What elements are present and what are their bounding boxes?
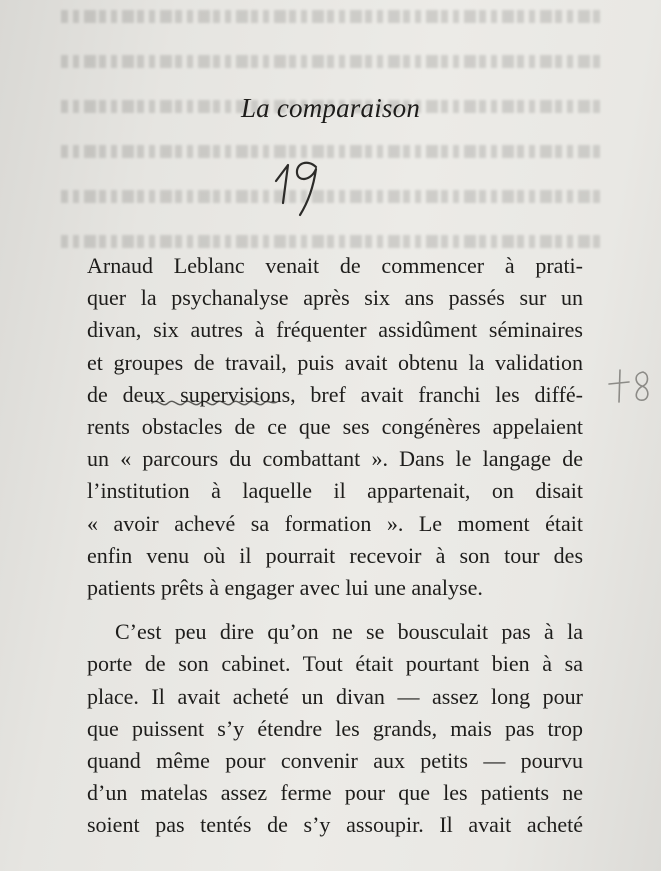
text-line: quer la psychanalyse après six ans passés sur un bbox=[87, 285, 583, 311]
text-line: un « parcours du combattant ». Dans le langage de bbox=[87, 446, 583, 472]
text-line: et groupes de travail, puis avait obtenu la validation bbox=[87, 349, 583, 375]
text-line: d’un matelas assez ferme pour que les patients ne bbox=[87, 780, 583, 806]
text-line: divan, six autres à fréquenter assidûment séminaires bbox=[87, 317, 583, 343]
text-line-last: patients prêts à engager avec lui une analyse. bbox=[87, 575, 483, 601]
text-line: C’est peu dire qu’on ne se bousculait pas à la bbox=[115, 619, 583, 645]
text-line: « avoir achevé sa formation ». Le moment était bbox=[87, 510, 583, 536]
text-line: quand même pour convenir aux petits — pourvu bbox=[87, 748, 583, 774]
handwritten-page-number bbox=[256, 151, 328, 221]
text-line: porte de son cabinet. Tout était pourtant bien à sa bbox=[87, 651, 583, 677]
text-line: l’institution à laquelle il appartenait, on disait bbox=[87, 478, 583, 504]
text-line: soient pas tentés de s’y assoupir. Il avait acheté bbox=[87, 812, 583, 838]
show-through-text bbox=[60, 0, 600, 260]
text-line: enfin venu où il pourrait recevoir à son tour des bbox=[87, 542, 583, 568]
text-line: rents obstacles de ce que ses congénères appelaient bbox=[87, 414, 583, 440]
handwritten-margin-mark bbox=[605, 362, 659, 412]
text-line: de deux supervisions, bref avait franchi les diffé- bbox=[87, 381, 583, 407]
paragraph-break bbox=[87, 604, 583, 616]
text-line: Arnaud Leblanc venait de commencer à prati- bbox=[87, 253, 583, 278]
text-line: que puissent s’y étendre les grands, mais pas trop bbox=[87, 715, 583, 741]
chapter-title: La comparaison bbox=[240, 93, 421, 123]
body-text bbox=[87, 250, 583, 842]
text-line: place. Il avait acheté un divan — assez long pour bbox=[87, 683, 583, 709]
